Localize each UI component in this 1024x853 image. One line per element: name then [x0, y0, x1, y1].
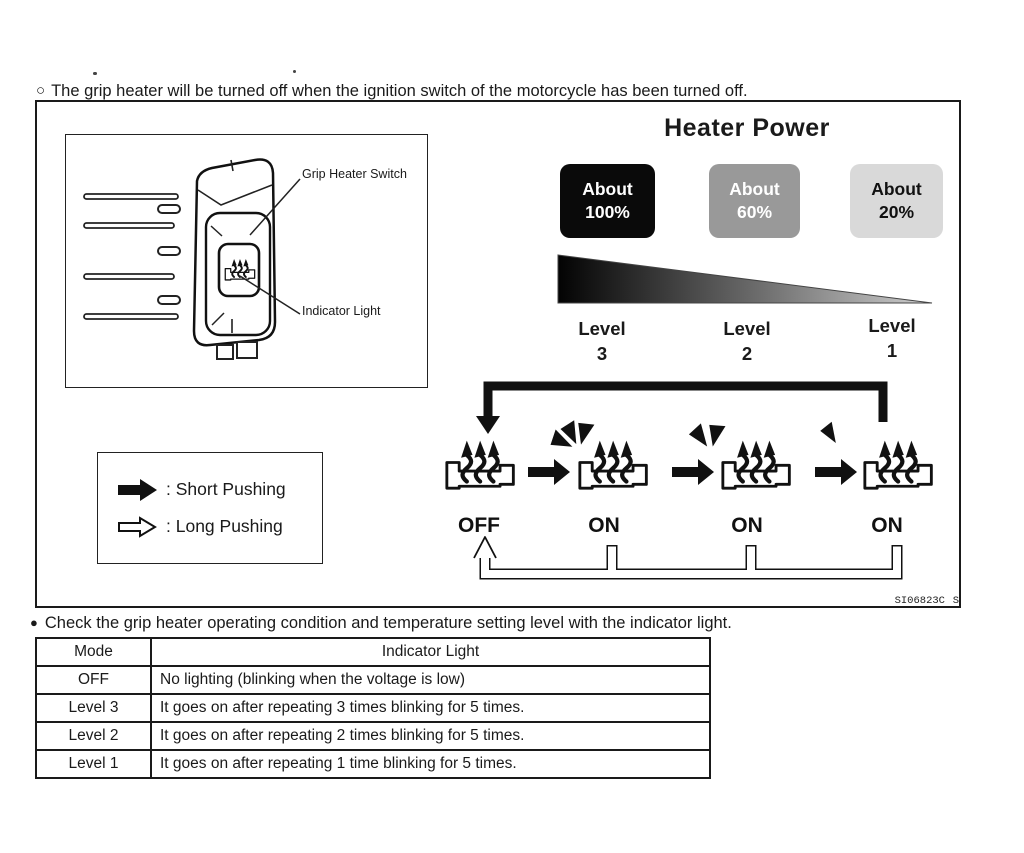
power-box-100-word: About — [582, 179, 633, 199]
legend-short-label: : Short Pushing — [166, 479, 286, 499]
state-on-3-label: ON — [871, 514, 903, 537]
check-text: Check the grip heater operating condition and temperature setting level with the indicator light. — [44, 614, 732, 632]
level-3-label: Level 3 — [578, 318, 626, 364]
grip-state-level2-icon — [723, 441, 790, 489]
loop-arrowhead-icon — [476, 416, 500, 434]
grip-heater-switch-label: Grip Heater Switch — [302, 167, 407, 181]
long-push-up-arrow-icon — [474, 537, 496, 558]
figure-panel — [35, 100, 961, 608]
switch-illustration-box — [65, 134, 428, 388]
mode-cell: Level 1 — [36, 750, 151, 778]
power-gradient-wedge — [557, 251, 935, 307]
intro-text: The grip heater will be turned off when the ignition switch of the motorcycle has been turned off. — [51, 82, 748, 100]
figure-code: SI06823C — [894, 595, 945, 606]
short-push-arrow-2-icon — [672, 459, 714, 485]
power-box-20 — [850, 164, 943, 238]
table-row — [36, 694, 710, 722]
short-push-arrow-3-icon — [815, 459, 857, 485]
legend-long-label: : Long Pushing — [166, 516, 283, 536]
blink-rays-3-icon — [548, 420, 595, 455]
table-row — [36, 750, 710, 778]
legend-short-push — [118, 478, 322, 502]
level-1-label: Level 1 — [868, 315, 916, 361]
state-off-label: OFF — [458, 514, 500, 537]
state-on-2-label: ON — [731, 514, 763, 537]
grip-state-off-icon — [447, 441, 513, 489]
circle-bullet-icon: ○ — [36, 82, 46, 99]
grip-slots — [158, 205, 180, 304]
short-push-arrow-1-icon — [528, 459, 570, 485]
blink-ray-1-icon — [819, 422, 841, 447]
power-box-20-value: 20% — [878, 202, 915, 222]
indicator-light-label: Indicator Light — [302, 304, 381, 318]
table-header-row — [36, 638, 710, 666]
mode-cell: Level 2 — [36, 722, 151, 750]
short-push-arrow-icon — [118, 478, 158, 502]
scan-artifact-dot — [93, 72, 97, 75]
level-2-label: Level 2 — [723, 318, 771, 364]
mode-cell: OFF — [36, 666, 151, 694]
legend-box — [97, 452, 323, 564]
long-push-return-line — [474, 537, 897, 574]
state-flow-diagram — [432, 372, 972, 606]
indicator-cell: It goes on after repeating 1 time blinking for 5 times. — [151, 750, 710, 778]
loop-line — [488, 386, 883, 422]
col-header-mode: Mode — [36, 638, 151, 666]
check-line — [30, 612, 732, 634]
grip-state-level1-icon — [865, 441, 932, 489]
legend-long-push — [118, 515, 322, 539]
power-box-100 — [560, 164, 655, 238]
disc-bullet-icon: ● — [30, 615, 38, 630]
blink-rays-2-icon — [687, 422, 725, 451]
indicator-cell: It goes on after repeating 2 times blinking for 5 times. — [151, 722, 710, 750]
indicator-cell: It goes on after repeating 3 times blinking for 5 times. — [151, 694, 710, 722]
indicator-cell: No lighting (blinking when the voltage is low) — [151, 666, 710, 694]
table-row — [36, 666, 710, 694]
table-row — [36, 722, 710, 750]
power-box-100-value: 100% — [585, 202, 630, 222]
power-box-60 — [709, 164, 800, 238]
mode-cell: Level 3 — [36, 694, 151, 722]
power-box-20-word: About — [871, 179, 922, 199]
grip-state-level3-icon — [580, 441, 647, 489]
intro-line — [36, 80, 748, 102]
figure-code-suffix: S — [952, 595, 959, 606]
state-on-1-label: ON — [588, 514, 620, 537]
scan-artifact-dot — [293, 70, 296, 73]
power-box-60-word: About — [729, 179, 780, 199]
col-header-indicator-light: Indicator Light — [151, 638, 710, 666]
indicator-table — [35, 637, 711, 779]
power-box-60-value: 60% — [736, 202, 773, 222]
long-push-arrow-icon — [118, 515, 158, 539]
heater-power-title: Heater Power — [664, 114, 830, 142]
